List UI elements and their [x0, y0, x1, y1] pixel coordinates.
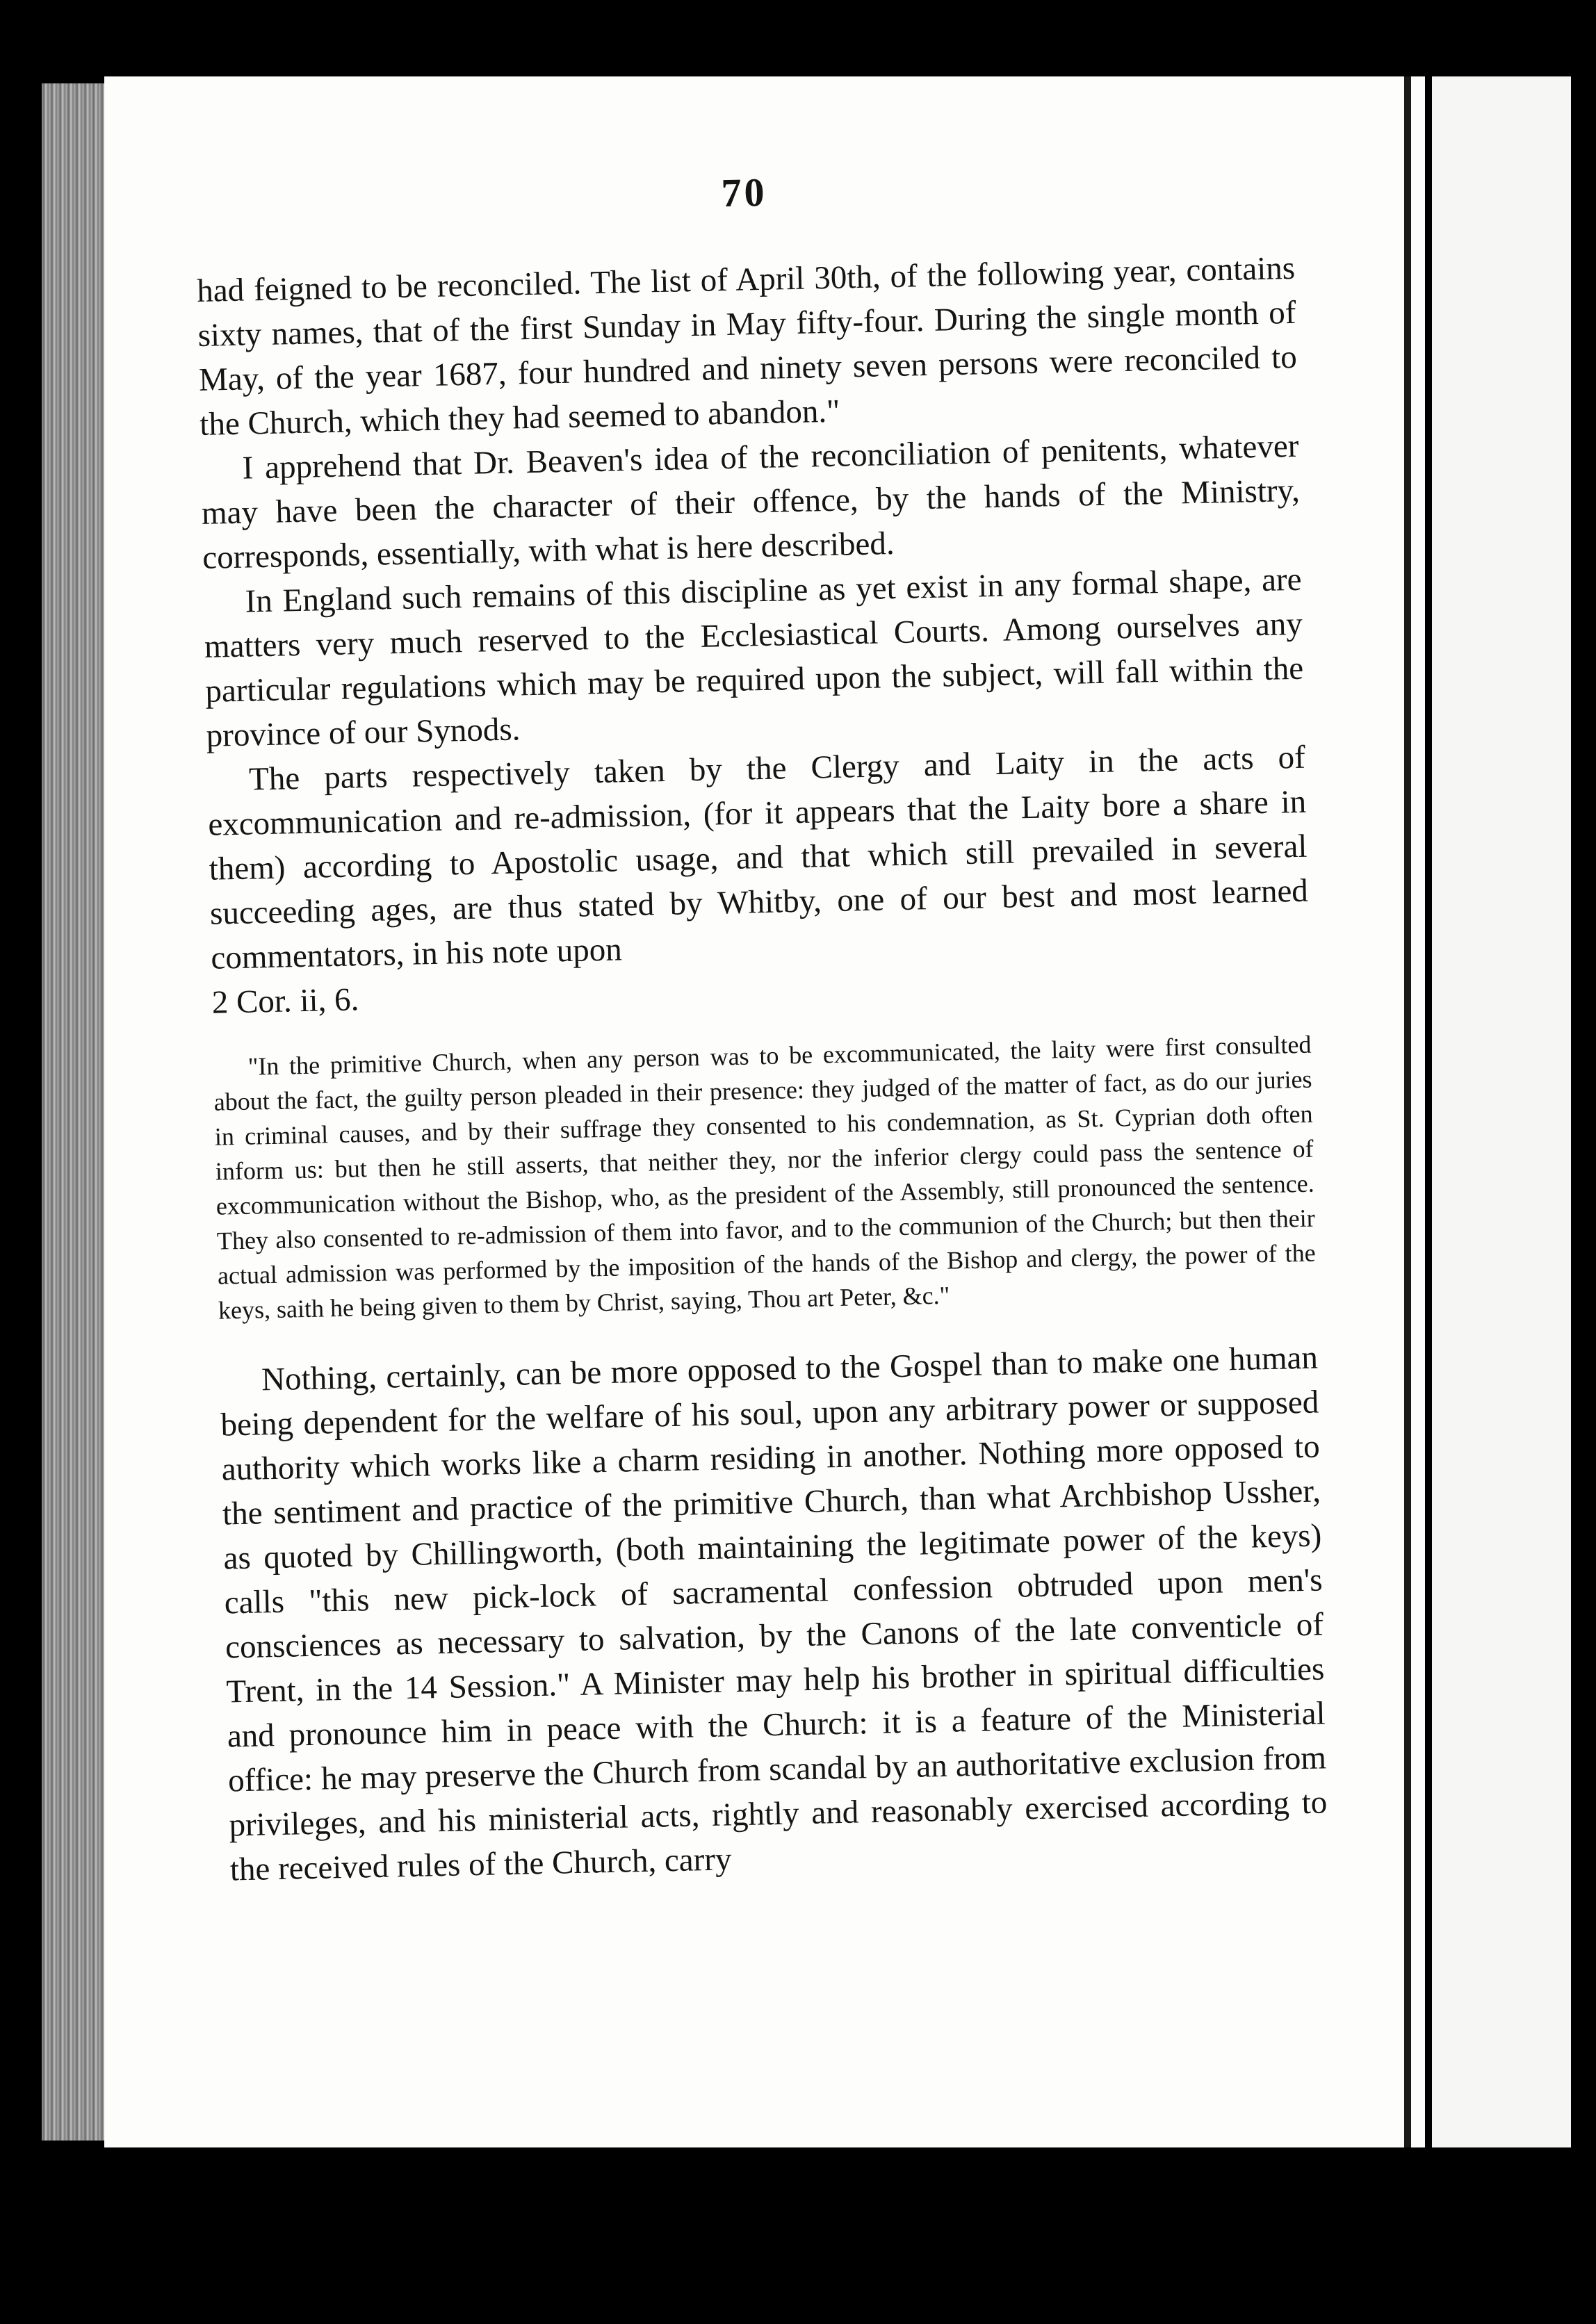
facing-page-strip [1432, 76, 1571, 2147]
page-number: 70 [720, 169, 768, 216]
paragraph-closing: Nothing, certainly, can be more opposed to the Gospel than to make one human being dependent for the welfare of his soul, upon any arbitrary power or supposed authority which works like a charm residing in another. Nothing more opposed to the sentiment and practice of the primitive Church, than what Archbishop Ussher, as quoted by Chillingworth, (both maintaining the legitimate power of the keys) calls "this new pick-lock of sacramental confession obtruded upon men's consciences as necessary to salvation, by the Canons of the late conventicle of Trent, in the 14 Session." A Minister may help his brother in spiritual difficulties and pronounce him in peace with the Church: it is a feature of the Ministerial office: he may preserve the Church from scandal by an authoritative exclusion from privileges, and his ministerial acts, rightly and reasonably exercised according to the received rules of the Church, carry [220, 1339, 1328, 1888]
whitby-quotation: "In the primitive Church, when any person was to be excommunicated, the laity were first consulted about the fact, the guilty person pleaded in their presence: they judged of the matter of fact, as do our juries in criminal causes, and by their suffrage they consented to his condemnation, as St. Cyprian doth often inform us: but then he still asserts, that neither they, nor the inferior clergy could pass the sentence of excommunication without the Bishop, who, as the president of the Assembly, still pronounced the sentence. They also consented to re-admission of them into favor, and to the communion of the Church; but then their actual admission was performed by the imposition of the hands of the Bishop and clergy, the power of the keys, saith he being given to them by Christ, saying, Thou art Peter, &c." [213, 1030, 1317, 1325]
paragraph-england: In England such remains of this discipline as yet exist in any formal shape, are matters very much reserved to the Ecclesiastical Courts. Among ourselves any particular regulations which may be required upon the subject, will fall within the province of our Synods. [204, 561, 1304, 754]
binding-gutter-line [1404, 76, 1411, 2147]
paragraph-continued: had feigned to be reconciled. The list of April 30th, of the following year, contains sixty names, that of the first Sunday in May fifty-four. During the single month of May, of the year 1687, four hundred and ninety seven persons were reconciled to the Church, which they had seemed to abandon." [196, 249, 1298, 443]
scripture-citation: 2 Cor. ii, 6. [211, 981, 359, 1021]
paragraph-beaven: I apprehend that Dr. Beaven's idea of the reconciliation of penitents, whatever may have been the character of their offence, by the hands of the Ministry, corresponds, essentially, with what is here described. [201, 427, 1301, 576]
book-page [104, 76, 1425, 2147]
paragraph-clergy-laity: The parts respectively taken by the Clergy and Laity in the acts of excommunication and re-admission, (for it appears that the Laity bore a share in them) according to Apostolic usage, and that which still prevailed in several succeeding ages, are thus stated by Whitby, one of our best and most learned commentators, in his note upon [207, 739, 1309, 976]
page-text-block [195, 158, 1328, 1892]
